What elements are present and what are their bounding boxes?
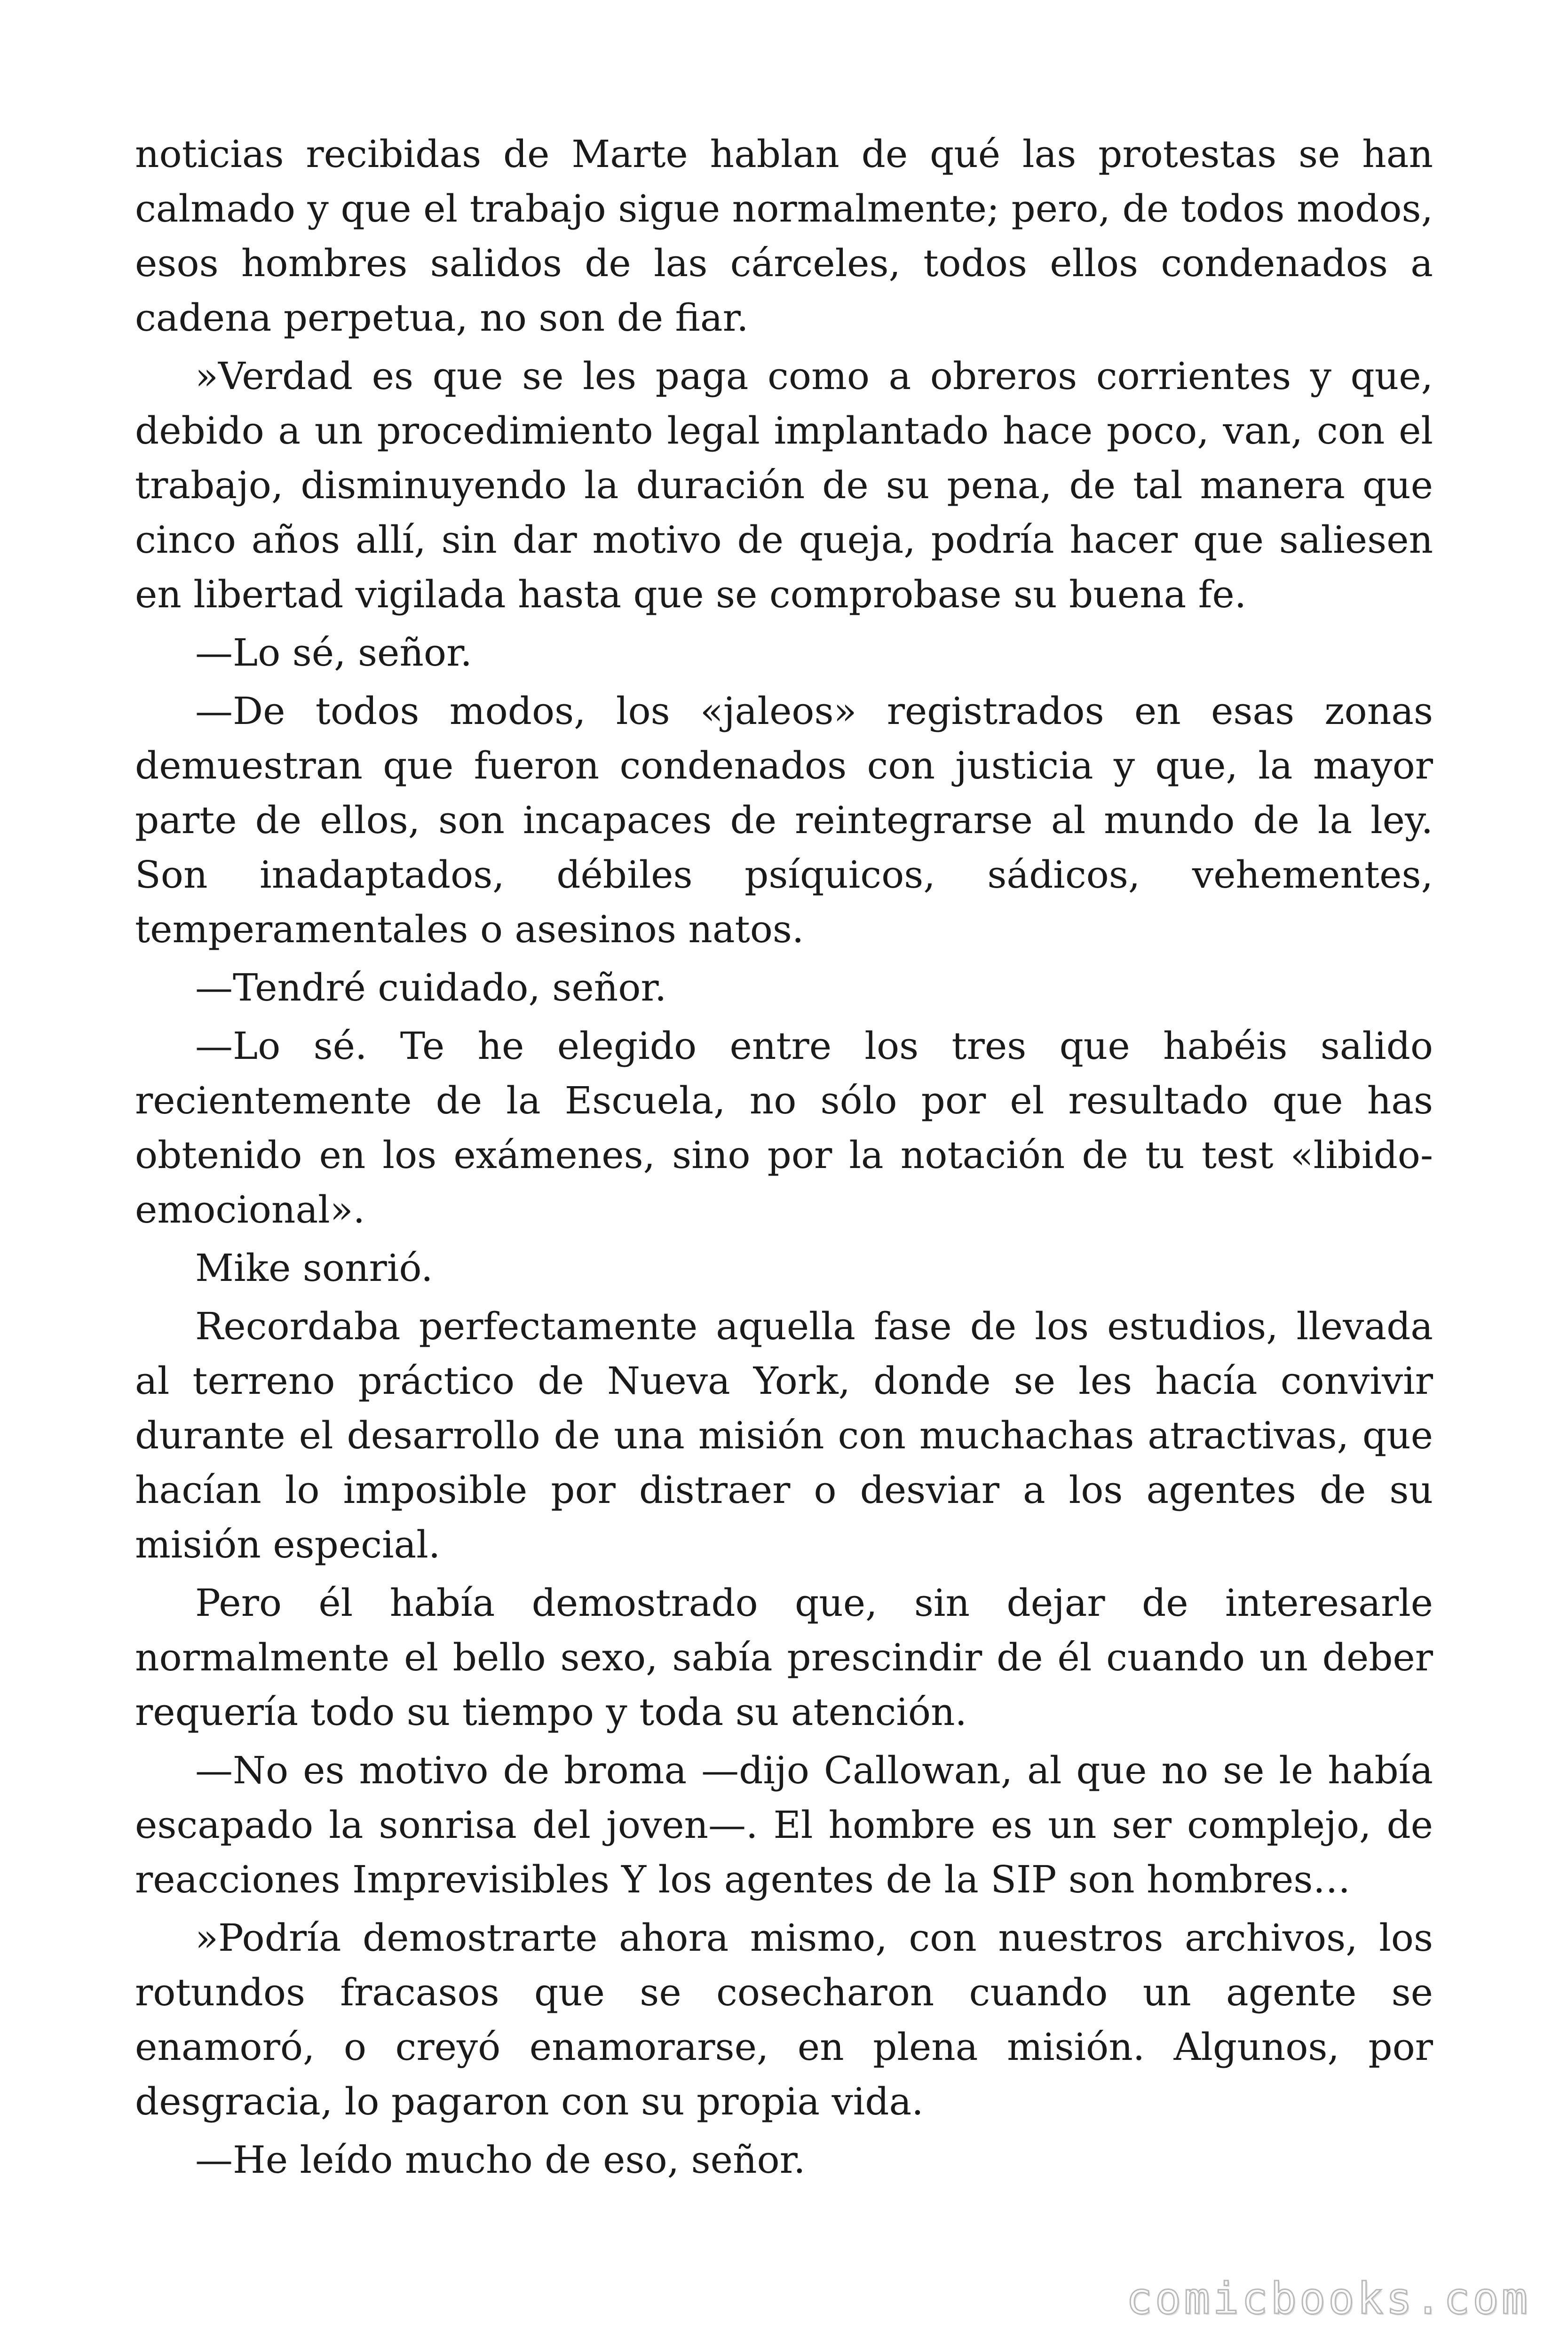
paragraph: Recordaba perfectamente aquella fase de los estudios, llevada al terreno práctico de Nueva York, donde se les hacía convivir durante el desarrollo de una misión con muchachas atractivas, que hacían lo imposible por distraer o desviar a los agentes de su misión especial. <box>135 1304 1433 1566</box>
site-watermark: comicbooks.com <box>1126 2273 1530 2324</box>
dialogue-line: —De todos modos, los «jaleos» registrados en esas zonas demuestran que fueron condenados con justicia y que, la mayor parte de ellos, son incapaces de reintegrarse al mundo de la ley. Son inadaptados, débiles psíquicos, sádicos, vehementes, temperamentales o asesinos natos. <box>135 689 1433 951</box>
dialogue-line: —No es motivo de broma —dijo Callowan, al que no se le había escapado la sonrisa del joven—. El hombre es un ser complejo, de reacciones Imprevisibles Y los agentes de la SIP son hombres… <box>135 1748 1433 1901</box>
paragraph: »Podría demostrarte ahora mismo, con nuestros archivos, los rotundos fracasos que se cosecharon cuando un agente se enamoró, o creyó enamorarse, en plena misión. Algunos, por desgracia, lo pagaron con su propia vida. <box>135 1916 1433 2123</box>
dialogue-line: —Lo sé. Te he elegido entre los tres que habéis salido recientemente de la Escuela, no sólo por el resultado que has obtenido en los exámenes, sino por la notación de tu test «libido-emocional». <box>135 1024 1433 1232</box>
book-page-text <box>135 127 1433 2191</box>
dialogue-line: —He leído mucho de eso, señor. <box>195 2138 806 2182</box>
dialogue-line: —Lo sé, señor. <box>195 631 472 675</box>
paragraph: Mike sonrió. <box>195 1246 433 1290</box>
paragraph: Pero él había demostrado que, sin dejar de interesarle normalmente el bello sexo, sabía prescindir de él cuando un deber requería todo su tiempo y toda su atención. <box>135 1581 1433 1734</box>
paragraph: »Verdad es que se les paga como a obreros corrientes y que, debido a un procedimiento legal implantado hace poco, van, con el trabajo, disminuyendo la duración de su pena, de tal manera que cinco años allí, sin dar motivo de queja, podría hacer que saliesen en libertad vigilada hasta que se comprobase su buena fe. <box>135 354 1433 616</box>
dialogue-line: —Tendré cuidado, señor. <box>195 966 667 1009</box>
paragraph-continuation: noticias recibidas de Marte hablan de qué las protestas se han calmado y que el trabajo sigue normalmente; pero, de todos modos, esos hombres salidos de las cárceles, todos ellos condenados a cadena perpetua, no son de fiar. <box>135 132 1433 340</box>
